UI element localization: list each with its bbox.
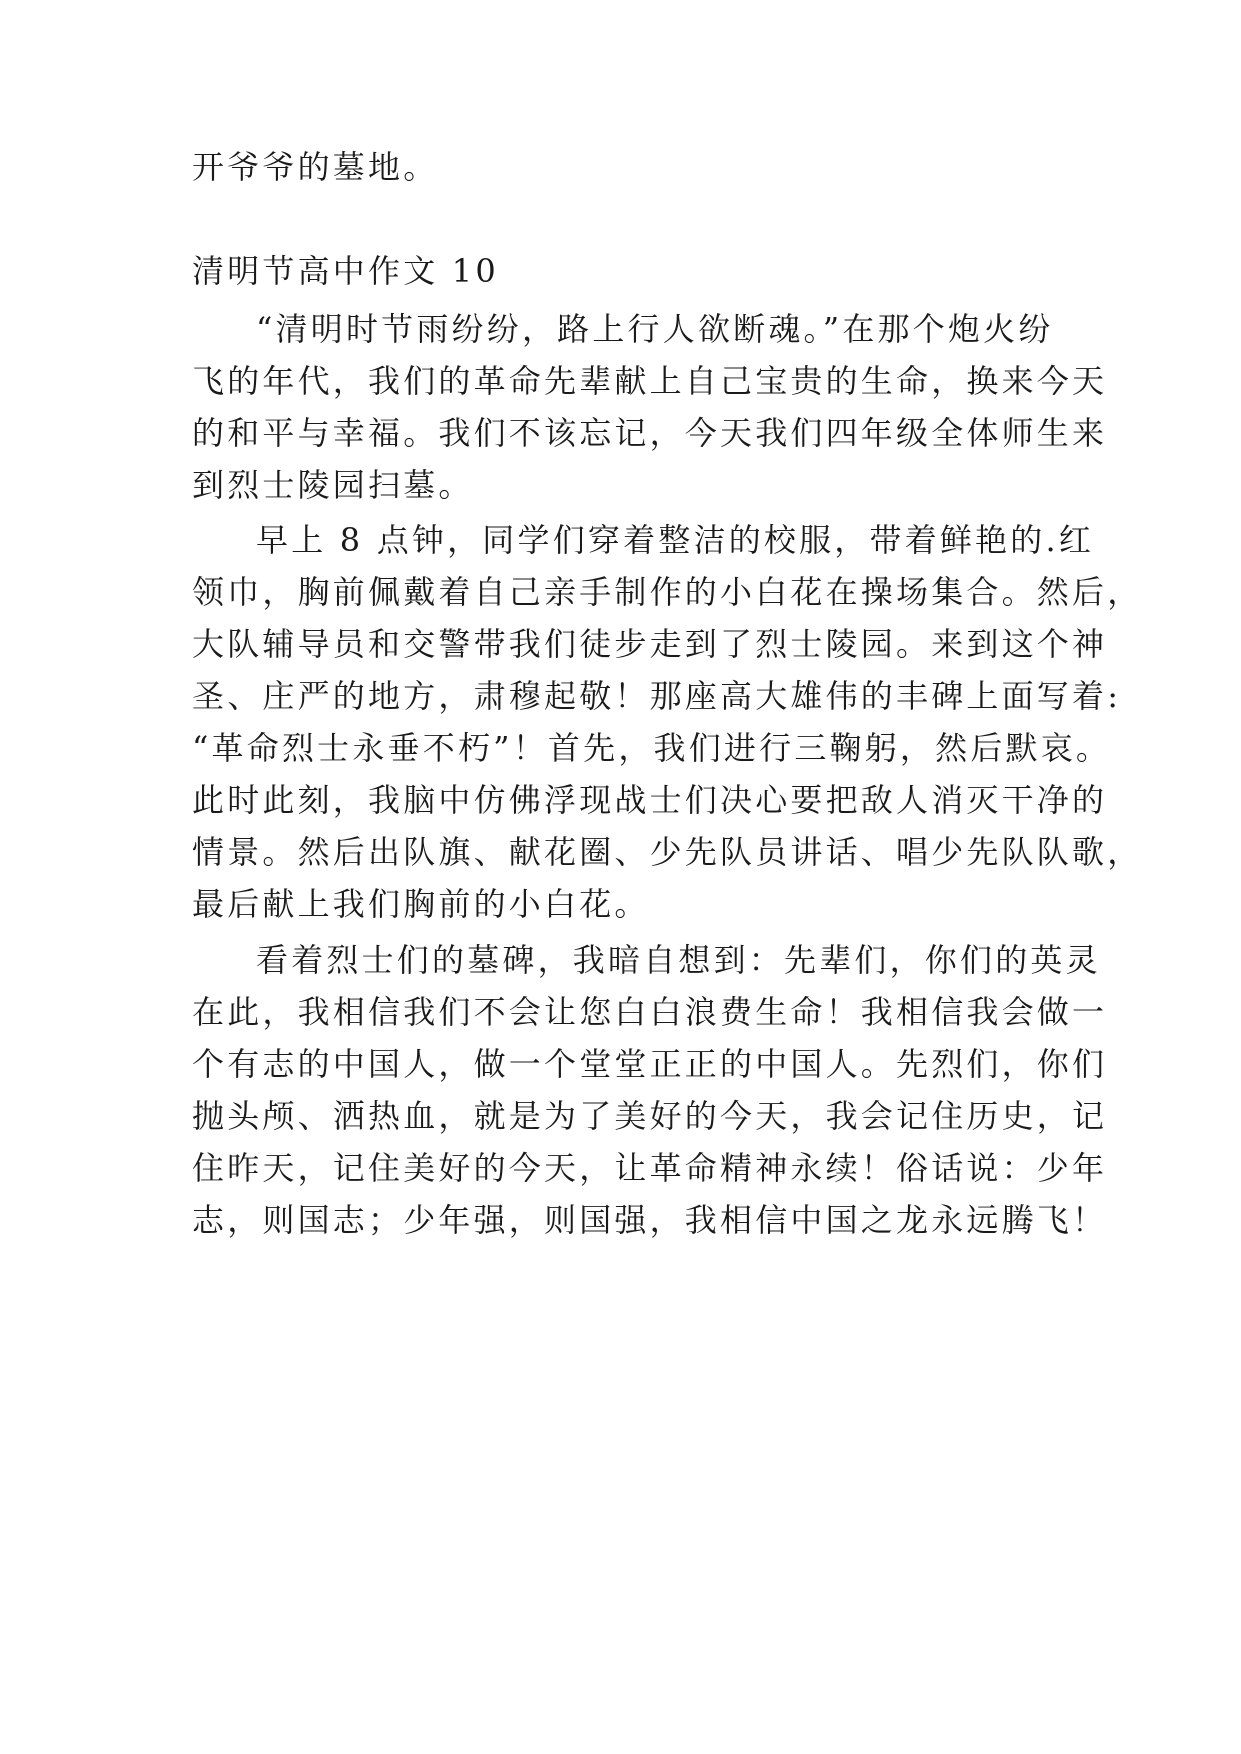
text-line: 住昨天，记住美好的今天，让革命精神永续！俗话说：少年: [192, 1149, 1108, 1187]
text-line: 看着烈士们的墓碑，我暗自想到：先辈们，你们的英灵: [256, 941, 1101, 979]
text-line: 抛头颅、洒热血，就是为了美好的今天，我会记住历史，记: [192, 1097, 1108, 1135]
text-line: 早上 8 点钟，同学们穿着整洁的校服，带着鲜艳的.红: [256, 521, 1095, 559]
text-line: 情景。然后出队旗、献花圈、少先队员讲话、唱少先队队歌，: [192, 833, 1143, 871]
text-line: 在此，我相信我们不会让您白白浪费生命！我相信我会做一: [192, 993, 1108, 1031]
text-line: 最后献上我们胸前的小白花。: [192, 885, 650, 923]
text-line: 个有志的中国人，做一个堂堂正正的中国人。先烈们，你们: [192, 1045, 1108, 1083]
text-line: 到烈士陵园扫墓。: [192, 466, 474, 504]
text-line: 的和平与幸福。我们不该忘记，今天我们四年级全体师生来: [192, 414, 1108, 452]
section-title: 清明节高中作文 10: [192, 252, 499, 290]
text-line: 此时此刻，我脑中仿佛浮现战士们决心要把敌人消灭干净的: [192, 781, 1108, 819]
text-line: 飞的年代，我们的革命先辈献上自己宝贵的生命，换来今天: [192, 362, 1108, 400]
text-line: 圣、庄严的地方，肃穆起敬！那座高大雄伟的丰碑上面写着:: [192, 677, 1122, 715]
text-line: 大队辅导员和交警带我们徒步走到了烈士陵园。来到这个神: [192, 625, 1108, 663]
text-line: 志，则国志；少年强，则国强，我相信中国之龙永远腾飞！: [192, 1201, 1108, 1239]
text-line: “革命烈士永垂不朽”！首先，我们进行三鞠躬，然后默哀。: [192, 729, 1112, 767]
text-line: 领巾，胸前佩戴着自己亲手制作的小白花在操场集合。然后，: [192, 573, 1143, 611]
text-line: “清明时节雨纷纷，路上行人欲断魂。”在那个炮火纷: [256, 310, 1054, 348]
text-line: 开爷爷的墓地。: [192, 148, 439, 186]
